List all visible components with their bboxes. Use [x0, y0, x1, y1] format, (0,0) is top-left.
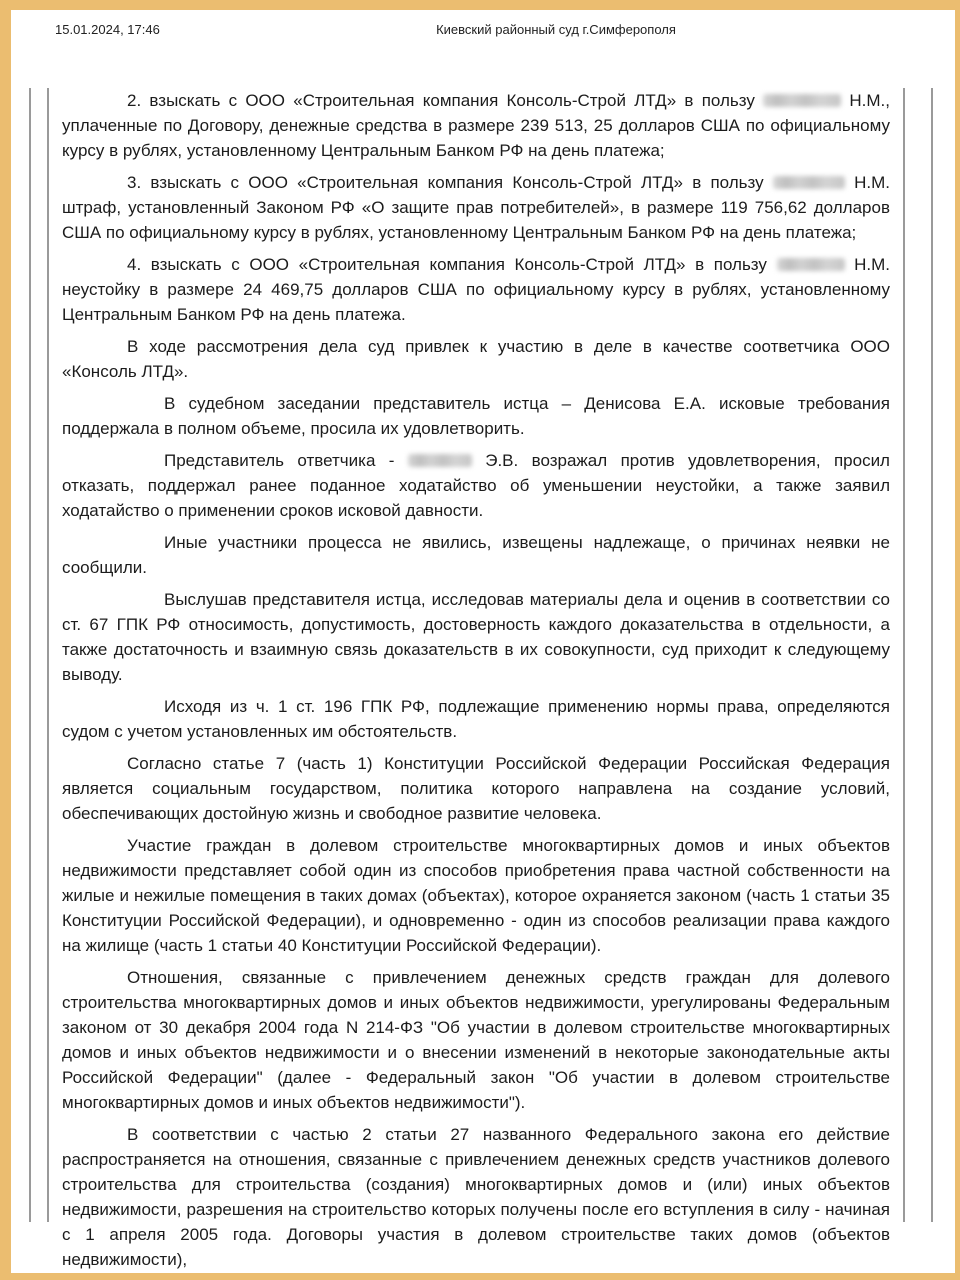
header-datetime: 15.01.2024, 17:46 [55, 22, 160, 37]
para-defendant-representative [62, 448, 890, 523]
para-plaintiff-representative [62, 391, 890, 441]
paragraph-text: Иные участники процесса не явились, извещены надлежаще, о причинах неявки не сообщили. [62, 533, 890, 577]
right-outer-rule [931, 88, 933, 1222]
left-outer-rule [29, 88, 31, 1222]
left-inner-rule [47, 88, 49, 1222]
paragraph-text: Э.В. возражал против удовлетворения, просил отказать, поддержал ранее поданное ходатайство об уменьшении неустойки, а также заявил ходатайство о применении сроков исковой давности. [62, 451, 890, 520]
paragraph-text: Исходя из ч. 1 ст. 196 ГПК РФ, подлежащие применению нормы права, определяются судом с учетом установленных им обстоятельств. [62, 697, 890, 741]
paragraph-text: В судебном заседании представитель истца – Денисова Е.А. исковые требования поддержала в полном объеме, просила их удовлетворить. [62, 394, 890, 438]
para-federal-law-214 [62, 965, 890, 1115]
paragraph-text: Представитель ответчика - [164, 451, 395, 470]
header-court-title: Киевский районный суд г.Симферополя [436, 22, 676, 37]
paragraph-text: Отношения, связанные с привлечением денежных средств граждан для долевого строительства многоквартирных домов и иных объектов недвижимости, урегулированы Федеральным законом от 30 декабря 2004 года N 214-ФЗ "Об участии в долевом строительстве многоквартирных домов и иных объектов недвижимости и о внесении изменений в некоторые законодательные акты Российской Федерации" (далее - Федеральный закон "Об участии в долевом строительстве многоквартирных домов и иных объектов недвижимости"). [62, 968, 890, 1112]
redacted-name [773, 176, 845, 189]
paragraph-text: В соответствии с частью 2 статьи 27 названного Федерального закона его действие распространяется на отношения, связанные с привлечением денежных средств участников долевого строительства для строительства (создания) многоквартирных домов и (или) иных объектов недвижимости, разрешения на строительство которых получены после его вступления в силу - начиная с 1 апреля 2005 года. Договоры участия в долевом строительстве таких домов (объектов недвижимости), [62, 1125, 890, 1269]
paragraph-text: Согласно статье 7 (часть 1) Конституции Российской Федерации Российская Федерация является социальным государством, политика которого направлена на создание условий, обеспечивающих достойную жизнь и свободное развитие человека. [62, 754, 890, 823]
redacted-name [763, 94, 841, 107]
paragraph-text: В ходе рассмотрения дела суд привлек к участию в деле в качестве соответчика ООО «Консоль ЛТД». [62, 337, 890, 381]
claim-item-3 [62, 170, 890, 245]
right-inner-rule [903, 88, 905, 1222]
paragraph-text: Н.М. неустойку в размере 24 469,75 долларов США по официальному курсу в рублях, установленному Центральным Банком РФ на день платежа. [62, 255, 891, 324]
document-body [62, 88, 890, 1272]
paragraph-text: Выслушав представителя истца, исследовав материалы дела и оценив в соответствии со ст. 67 ГПК РФ относимость, допустимость, достоверность каждого доказательства в отдельности, а также достаточность и взаимную связь доказательств в их совокупности, суд приходит к следующему выводу. [62, 590, 890, 684]
para-codefendant [62, 334, 890, 384]
claim-item-4 [62, 252, 890, 327]
para-law-article-27 [62, 1122, 890, 1272]
paragraph-text: Участие граждан в долевом строительстве многоквартирных домов и иных объектов недвижимости представляет собой один из способов приобретения права частной собственности на жилые и нежилые помещения в таких домах (объектах), которое охраняется законом (часть 1 статьи 35 Конституции Российской Федерации), и одновременно - один из способов реализации права каждого на жилище (часть 1 статьи 40 Конституции Российской Федерации). [62, 836, 890, 955]
paragraph-text: 4. взыскать с ООО «Строительная компания Консоль-Строй ЛТД» в пользу [127, 255, 767, 274]
paragraph-text: Н.М. штраф, установленный Законом РФ «О защите прав потребителей», в размере 119 756,62 долларов США по официальному курсу в рублях, установленному Центральным Банком РФ на день платежа; [62, 173, 890, 242]
redacted-name [777, 258, 845, 271]
paragraph-text: 2. взыскать с ООО «Строительная компания Консоль-Строй ЛТД» в пользу [127, 91, 755, 110]
claim-item-2 [62, 88, 890, 163]
paragraph-text: Н.М., уплаченные по Договору, денежные средства в размере 239 513, 25 долларов США по официальному курсу в рублях, установленному Центральным Банком РФ на день платежа; [62, 91, 890, 160]
para-gpk-196 [62, 694, 890, 744]
paragraph-text: 3. взыскать с ООО «Строительная компания Консоль-Строй ЛТД» в пользу [127, 173, 764, 192]
para-court-evaluation [62, 587, 890, 687]
para-other-participants [62, 530, 890, 580]
para-constitution-art7 [62, 751, 890, 826]
redacted-name [408, 454, 472, 467]
para-shared-construction [62, 833, 890, 958]
